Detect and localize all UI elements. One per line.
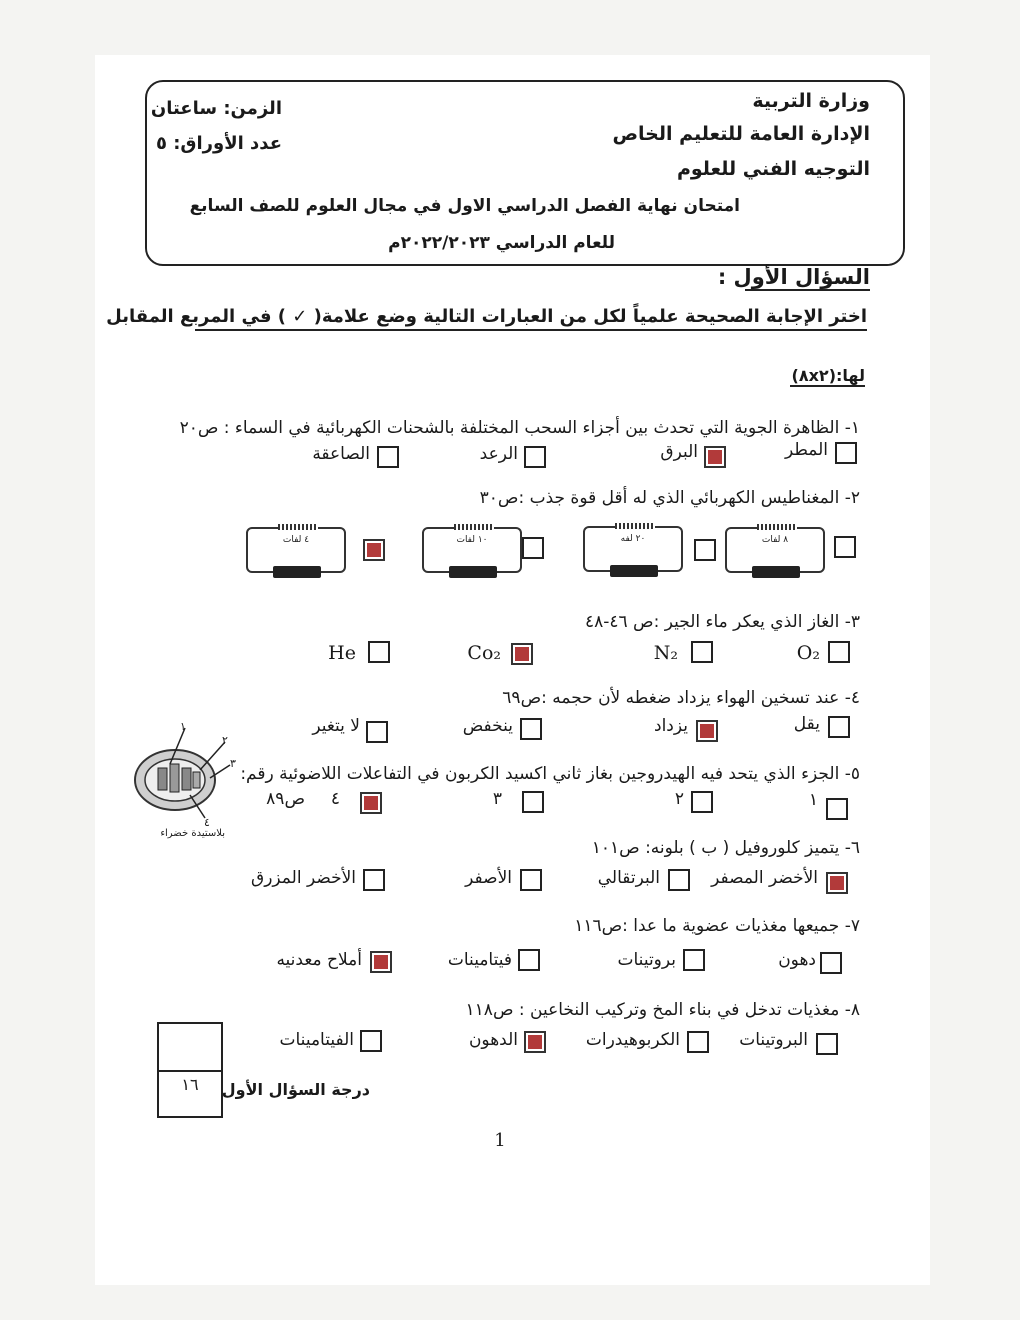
q5-option-4: ٤	[330, 789, 340, 809]
q2-option-4-circuit	[246, 527, 346, 573]
q8-option-2-checkbox[interactable]	[687, 1031, 709, 1053]
q2-option-1-circuit	[725, 527, 825, 573]
q3-option-2: N₂	[653, 642, 678, 664]
question-1: ١- الظاهرة الجوية التي تحدث بين أجزاء السحب المختلفة بالشحنات الكهربائية في السماء : ص٢٠	[179, 418, 860, 438]
q7-option-1-checkbox[interactable]	[820, 952, 842, 974]
q5-option-3-checkbox[interactable]	[522, 791, 544, 813]
q6-option-2: البرتقالي	[597, 868, 660, 888]
q4-option-3: ينخفض	[462, 716, 513, 736]
q4-option-1-checkbox[interactable]	[828, 716, 850, 738]
exam-time: الزمن: ساعتان	[150, 98, 282, 119]
figure-label-3: ٣	[230, 757, 236, 770]
q2-option-3: ١٠ لفات	[456, 535, 488, 545]
exam-title: امتحان نهاية الفصل الدراسي الاول في مجال العلوم للصف السابع	[189, 196, 740, 216]
page-count: عدد الأوراق: ٥	[155, 133, 282, 154]
q4-option-4: لا يتغير	[312, 716, 360, 736]
q1-option-4-checkbox[interactable]	[377, 446, 399, 468]
figure-label-1: ١	[180, 720, 186, 733]
q4-option-3-checkbox[interactable]	[520, 718, 542, 740]
q1-option-2: البرق	[660, 442, 698, 462]
coil-icon	[757, 524, 797, 530]
coil-icon	[454, 524, 494, 530]
q6-option-4-checkbox[interactable]	[363, 869, 385, 891]
ministry: وزارة التربية	[752, 90, 870, 112]
q2-option-2: ٢٠ لفه	[620, 534, 646, 544]
q4-option-1: يقل	[793, 714, 820, 734]
q6-option-1-checkbox[interactable]	[826, 872, 848, 894]
q2-option-1-checkbox[interactable]	[834, 536, 856, 558]
grade-label: درجة السؤال الأول	[221, 1080, 370, 1099]
q2-option-1: ٨ لفات	[761, 535, 789, 545]
q8-option-3: الدهون	[468, 1030, 518, 1050]
q3-option-3-checkbox[interactable]	[511, 643, 533, 665]
q7-option-2: بروتينات	[617, 950, 676, 970]
q8-option-1-checkbox[interactable]	[816, 1033, 838, 1055]
q7-option-3: فيتامينات	[447, 950, 512, 970]
question-4: ٤- عند تسخين الهواء يزداد ضغطه لأن حجمه :ص٦٩	[502, 688, 860, 708]
q8-option-1: البروتينات	[739, 1030, 808, 1050]
directorate: الإدارة العامة للتعليم الخاص	[612, 123, 870, 145]
academic-year: للعام الدراسي ٢٠٢٢/٢٠٢٣م	[388, 233, 615, 253]
q3-option-1: O₂	[796, 642, 820, 664]
q1-option-3: الرعد	[479, 444, 518, 464]
marks-value: :(٨x٢)	[791, 366, 843, 385]
q8-option-2: الكربوهيدرات	[585, 1030, 680, 1050]
supervision: التوجيه الفني للعلوم	[676, 158, 870, 180]
q3-option-3: Co₂	[467, 642, 501, 664]
q8-option-4-checkbox[interactable]	[360, 1030, 382, 1052]
question-6: ٦- يتميز كلوروفيل ( ب ) بلونه: ص١٠١	[591, 838, 860, 858]
q2-option-2-checkbox[interactable]	[694, 539, 716, 561]
q6-option-4: الأخضر المزرق	[251, 868, 356, 888]
q1-option-1-checkbox[interactable]	[835, 442, 857, 464]
q4-option-2-checkbox[interactable]	[696, 720, 718, 742]
q7-option-4-checkbox[interactable]	[370, 951, 392, 973]
marks-label: لها	[842, 366, 865, 385]
q1-option-2-checkbox[interactable]	[704, 446, 726, 468]
battery-icon	[752, 566, 800, 578]
q8-option-4: الفيتامينات	[279, 1030, 354, 1050]
q5-option-3: ٣	[492, 789, 502, 809]
battery-icon	[449, 566, 497, 578]
q7-option-1: دهون	[778, 950, 816, 970]
question-3: ٣- الغاز الذي يعكر ماء الجير :ص ٤٦-٤٨	[584, 612, 860, 632]
q6-option-1: الأخضر المصفر	[711, 868, 818, 888]
question-5: ٥- الجزء الذي يتحد فيه الهيدروجين بغاز ثاني اكسيد الكربون في التفاعلات اللاضوئية رقم:	[240, 764, 860, 784]
q2-option-4: ٤ لفات	[282, 535, 310, 545]
grade-total: ١٦	[181, 1075, 199, 1094]
q3-option-4: He	[328, 642, 356, 664]
q2-option-2-circuit	[583, 526, 683, 572]
q1-option-4: الصاعقة	[312, 444, 370, 464]
q1-option-1: المطر	[784, 440, 828, 460]
q5-option-4-checkbox[interactable]	[360, 792, 382, 814]
q5-option-2: ٢	[674, 789, 684, 809]
battery-icon	[273, 566, 321, 578]
q5-option-1-checkbox[interactable]	[826, 798, 848, 820]
q2-option-3-circuit	[422, 527, 522, 573]
battery-icon	[610, 565, 658, 577]
marks	[790, 366, 865, 387]
figure-caption: بلاستيدة خضراء	[160, 828, 225, 839]
q6-option-3-checkbox[interactable]	[520, 869, 542, 891]
q3-option-1-checkbox[interactable]	[828, 641, 850, 663]
figure-label-2: ٢	[222, 734, 228, 747]
q3-option-4-checkbox[interactable]	[368, 641, 390, 663]
q5-option-2-checkbox[interactable]	[691, 791, 713, 813]
instruction: اختر الإجابة الصحيحة علمياً لكل من العبارات التالية وضع علامة( ✓ ) في المربع المقابل	[195, 306, 867, 331]
coil-icon	[278, 524, 318, 530]
q1-option-3-checkbox[interactable]	[524, 446, 546, 468]
q3-option-2-checkbox[interactable]	[691, 641, 713, 663]
q4-option-2: يزداد	[654, 716, 688, 736]
q6-option-3: الأصفر	[465, 868, 512, 888]
figure-label-4: ٤	[204, 816, 210, 829]
question-8: ٨- مغذيات تدخل في بناء المخ وتركيب النخاعين : ص١١٨	[465, 1000, 860, 1020]
q7-option-3-checkbox[interactable]	[518, 949, 540, 971]
grade-box	[157, 1022, 223, 1118]
question-2: ٢- المغناطيس الكهربائي الذي له أقل قوة جذب :ص٣٠	[479, 488, 860, 508]
q5-option-1: ١	[808, 790, 818, 810]
question-7: ٧- جميعها مغذيات عضوية ما عدا :ص١١٦	[574, 916, 860, 936]
q7-option-4: أملاح معدنيه	[276, 950, 362, 970]
q6-option-2-checkbox[interactable]	[668, 869, 690, 891]
page-number: 1	[494, 1130, 506, 1151]
coil-icon	[615, 523, 655, 529]
q4-option-4-checkbox[interactable]	[366, 721, 388, 743]
q7-option-2-checkbox[interactable]	[683, 949, 705, 971]
q2-option-4-checkbox[interactable]	[363, 539, 385, 561]
question-title: السؤال الأول :	[717, 265, 870, 289]
q5-page-ref: ص٨٩	[266, 789, 305, 809]
q2-option-3-checkbox[interactable]	[522, 537, 544, 559]
q8-option-3-checkbox[interactable]	[524, 1031, 546, 1053]
